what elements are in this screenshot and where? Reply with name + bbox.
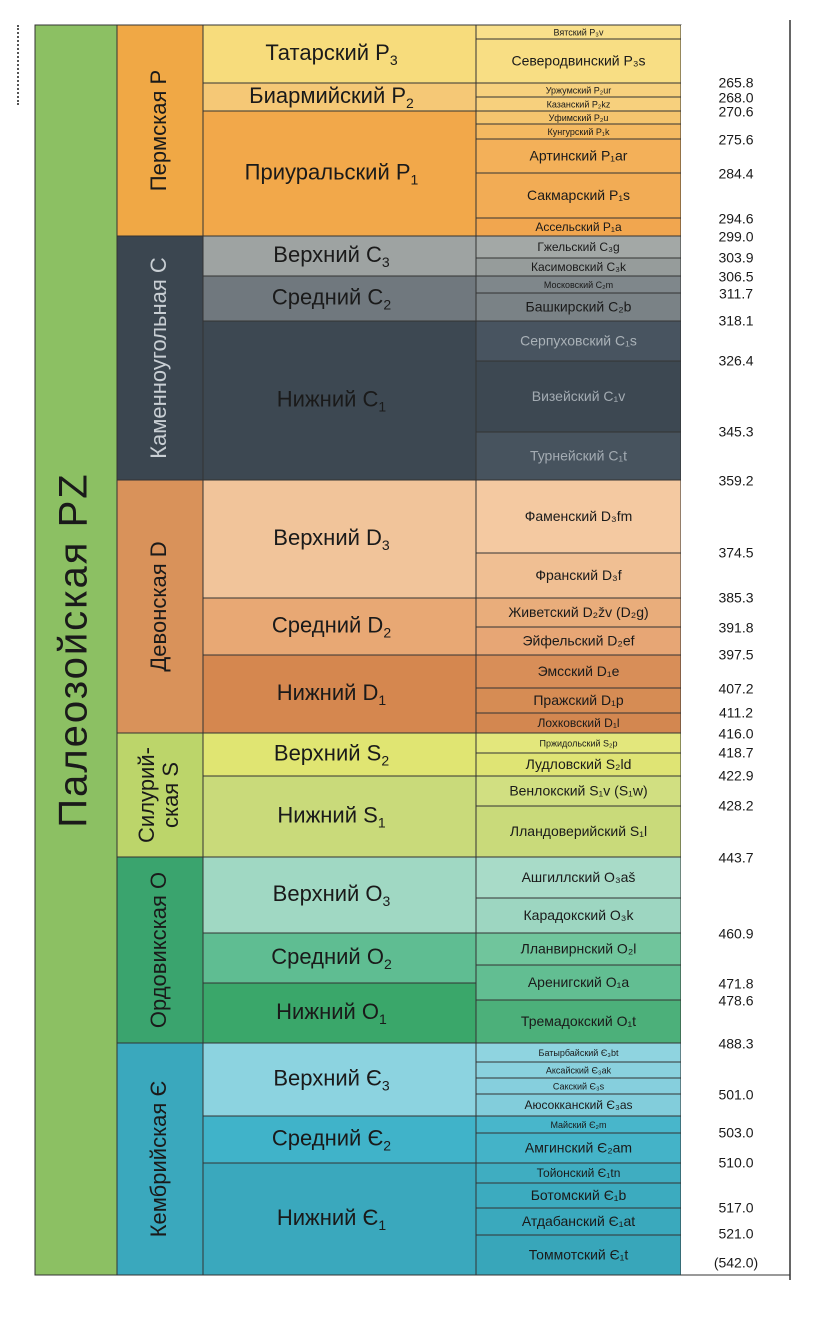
age-label: 268.0 [718, 89, 754, 106]
epoch-label [273, 1065, 390, 1093]
age-label: 411.2 [719, 704, 753, 721]
epoch-name: Средний Є [271, 1125, 384, 1151]
age-label: 265.8 [718, 74, 754, 91]
epoch-label [276, 999, 387, 1027]
epoch-name: Нижний C [276, 386, 379, 412]
epoch-label [277, 680, 387, 708]
epoch-subscript: 1 [377, 814, 386, 831]
epoch-label [277, 1205, 387, 1233]
age-label: 385.3 [718, 589, 754, 606]
stage-label: Кунгурский P₁k [547, 126, 610, 137]
epoch-name: Нижний D [276, 679, 379, 705]
age-label: 471.8 [718, 975, 754, 992]
age-label: 416.0 [718, 725, 754, 742]
age-label: 517.0 [718, 1199, 754, 1216]
stage-label: Артинский P₁ar [529, 147, 628, 164]
period-label: Девонская D [145, 541, 171, 672]
epoch-subscript: 2 [383, 296, 392, 313]
stage-label: Сакмарский P₁s [526, 187, 631, 204]
era-label: Палеозойская PZ [51, 472, 96, 828]
stage-label: Ботомский Є₁b [530, 1187, 627, 1204]
age-label: 443.7 [718, 849, 754, 866]
age-label: 294.6 [718, 210, 754, 227]
stage-label: Северодвинский P₃s [511, 52, 646, 69]
epoch-subscript: 2 [406, 94, 414, 111]
age-label: 503.0 [718, 1124, 754, 1141]
epoch-name: Верхний D [273, 524, 382, 550]
age-label: 397.5 [718, 646, 754, 663]
stage-label: Вятский P₃v [553, 27, 604, 38]
epoch-subscript: 2 [383, 624, 392, 641]
stage-label: Касимовский C₃k [530, 260, 627, 275]
stage-label: Московский C₂m [543, 279, 614, 290]
age-label: 318.1 [718, 312, 754, 329]
age-label: 460.9 [718, 925, 754, 942]
epoch-subscript: 2 [381, 752, 390, 769]
stage-label: Визейский C₁v [531, 388, 626, 405]
epoch-subscript: 2 [383, 1137, 392, 1154]
stage-label: Эйфельский D₂ef [522, 632, 635, 649]
age-label: 345.3 [718, 423, 754, 440]
epoch-label [272, 284, 391, 312]
stage-label: Уржумский P₂ur [545, 85, 612, 96]
age-label: 359.2 [718, 472, 754, 489]
stage-label: Майский Є₂m [550, 1119, 607, 1130]
epoch-name: Нижний O [276, 998, 380, 1024]
age-label: 374.5 [718, 544, 754, 561]
stage-label: Аксайский Є₃ak [545, 1065, 612, 1076]
stage-label: Башкирский C₂b [525, 298, 632, 315]
stage-label: Аюсокканский Є₃as [524, 1098, 633, 1113]
period-label: Кембрийская Є [145, 1080, 171, 1238]
stage-label: Атдабанский Є₁at [521, 1213, 636, 1230]
period-label: Пермская P [145, 69, 171, 192]
epoch-label [272, 1125, 391, 1153]
stage-label: Тремадокский O₁t [520, 1013, 637, 1030]
epoch-name: Приуральский P [244, 159, 411, 185]
age-label: 306.5 [718, 268, 754, 285]
epoch-name: Средний O [271, 943, 384, 969]
epoch-name: Нижний Є [276, 1204, 379, 1230]
age-label: 501.0 [718, 1086, 754, 1103]
stage-label: Амгинский Є₂am [524, 1139, 633, 1156]
epoch-label [277, 802, 385, 830]
stage-label: Лландоверийский S₁l [509, 823, 648, 840]
age-label: 391.8 [718, 619, 754, 636]
period-label-line: Силурий- [134, 747, 159, 843]
epoch-name: Биармийский P [249, 82, 407, 108]
stage-label: Уфимский P₂u [548, 112, 609, 123]
age-label: 284.4 [718, 165, 754, 182]
epoch-label [272, 612, 391, 640]
stage-label: Живетский D₂žv (D₂g) [508, 604, 649, 621]
stage-label: Томмотский Є₁t [528, 1246, 629, 1263]
age-label: 326.4 [718, 352, 754, 369]
epoch-label [277, 386, 387, 414]
epoch-label [265, 40, 398, 68]
epoch-label [249, 83, 414, 111]
age-label: 428.2 [718, 797, 754, 814]
epoch-subscript: 1 [378, 691, 387, 708]
epoch-name: Татарский P [265, 39, 390, 65]
stage-label: Пржидольский S₂p [539, 738, 618, 749]
epoch-label [273, 525, 390, 553]
stage-label: Пражский D₁p [533, 692, 624, 709]
stage-label: Лланвирнский O₂l [520, 940, 637, 957]
epoch-label [273, 242, 390, 270]
stage-label: Эмсский D₁e [537, 663, 620, 680]
stage-label: Аренигский O₁a [527, 974, 630, 991]
age-label: 422.9 [718, 767, 754, 784]
stage-label: Фаменский D₃fm [524, 508, 633, 525]
epoch-subscript: 3 [389, 51, 398, 68]
epoch-subscript: 3 [381, 1077, 390, 1094]
epoch-name: Средний D [271, 612, 384, 638]
epoch-name: Верхний Є [273, 1065, 382, 1091]
stage-label: Турнейский C₁t [529, 447, 628, 464]
stage-label: Лохковский D₁l [537, 716, 620, 731]
epoch-name: Нижний S [277, 802, 378, 828]
stage-label: Карадокский O₃k [523, 907, 634, 924]
epoch-subscript: 2 [383, 955, 392, 972]
stage-label: Ашгиллский O₃aš [521, 869, 636, 886]
epoch-subscript: 1 [378, 398, 387, 415]
stage-label: Сакский Є₃s [552, 1081, 605, 1092]
stage-label: Лудловский S₂ld [525, 756, 632, 773]
age-label: 275.6 [718, 131, 754, 148]
epoch-subscript: 3 [382, 892, 391, 909]
epoch-subscript: 3 [381, 253, 390, 270]
epoch-subscript: 1 [378, 1216, 387, 1233]
age-label: 418.7 [718, 744, 754, 761]
period-label: Ордовикская O [145, 871, 171, 1029]
epoch-label [274, 740, 389, 768]
epoch-name: Верхний C [273, 241, 382, 267]
epoch-name: Средний C [271, 284, 384, 310]
age-label: 303.9 [718, 249, 754, 266]
age-label: 407.2 [718, 680, 754, 697]
age-label: 311.7 [719, 285, 753, 302]
age-label: (542.0) [713, 1254, 759, 1271]
epoch-label [245, 159, 419, 187]
epoch-subscript: 1 [410, 171, 419, 188]
epoch-label [271, 944, 392, 972]
epoch-name: Верхний O [272, 880, 383, 906]
stage-label: Тойонский Є₁tn [536, 1166, 621, 1181]
age-label: 270.6 [718, 103, 754, 120]
epoch-label [273, 881, 391, 909]
epoch-subscript: 1 [379, 1010, 387, 1027]
age-label: 488.3 [718, 1035, 754, 1052]
period-label-line: ская S [158, 761, 183, 829]
stage-label: Ассельский P₁a [535, 220, 622, 235]
age-label: 478.6 [718, 992, 754, 1009]
stage-label: Серпуховский C₁s [520, 332, 637, 349]
age-label: 510.0 [718, 1154, 754, 1171]
stage-label: Франский D₃f [535, 567, 622, 584]
stage-label: Казанский P₂kz [546, 99, 611, 110]
epoch-name: Верхний S [273, 740, 382, 766]
period-label: Каменноугольная C [145, 257, 171, 459]
epoch-subscript: 3 [381, 536, 390, 553]
age-label: 299.0 [718, 228, 754, 245]
age-label: 521.0 [718, 1225, 754, 1242]
stage-label: Батырбайский Є₃bt [538, 1047, 619, 1058]
stage-label: Гжельский C₃g [537, 240, 620, 255]
stage-label: Венлокский S₁v (S₁w) [509, 782, 648, 799]
